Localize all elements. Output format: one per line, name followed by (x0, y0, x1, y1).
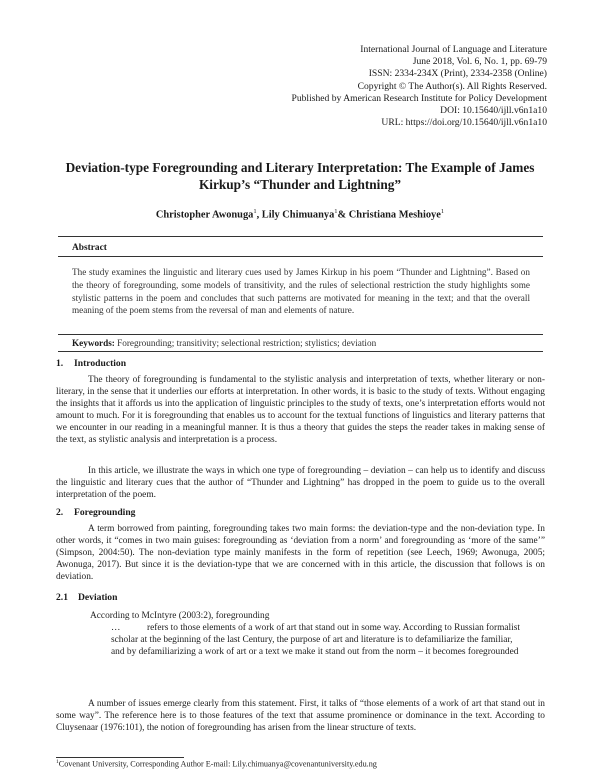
section-1-paragraph-1-text: The theory of foregrounding is fundamental to the stylistic analysis and interpretation of texts, whether literary or non-literary, in the sense that it underlies our efforts at interpretation. In other words, it is basic to the study of texts. Without engaging the insights that it affords us into the application of linguistic principles to the study of texts, one’s interpretation efforts would not amount to much. For it is foregrounding that enables us to account for the textual functions of linguistics and literary patterns that we encounter in our reading in a meaningful manner. It is thus a theory that guides the steps the reader takes in making sense of the text, as stylistic analysis and interpretation is a process. (56, 375, 545, 445)
author-2: , Lily Chimuanya (256, 209, 335, 221)
abstract-body: The study examines the linguistic and literary cues used by James Kirkup in his poem “Thunder and Lightning”. Based on the theory of foregrounding, some models of transitivity, and the rules of selectional restriction the study highlights some stylistic patterns in the poem and concludes that such patterns are motivated for meaning in the text; and that the overall meaning of the poem stems from the reversal of man and elements of nature. (72, 267, 530, 316)
section-1-paragraph-1 (56, 375, 545, 446)
section-2-1-paragraph-1-text: A number of issues emerge clearly from this statement. First, it talks of “those elements of a work of art that stand out in some way”. The reference here is to those features of the text that assume prominence or dominance in the text. According to Cluysenaar (1976:101), the notion of foregrounding has arisen from the linear structure of texts. (56, 699, 545, 733)
title-line-1: Deviation-type Foregrounding and Literary Interpretation: The Example of James (65, 160, 535, 175)
doi-line: DOI: 10.15640/ijll.v6n1a10 (440, 105, 547, 117)
section-2-number: 2. (56, 507, 64, 518)
quote-intro: According to McIntyre (2003:2), foregrounding (90, 611, 270, 621)
author-1: Christopher Awonuga (155, 209, 254, 221)
footnote-text: Covenant University, Corresponding Author E-mail: Lily.chimuanya@covenantuniversity.edu.ng (58, 759, 377, 769)
section-2-1-paragraph-1 (56, 699, 545, 735)
author-3-affiliation: 1 (440, 208, 445, 215)
author-1-affiliation: 1 (253, 208, 257, 215)
quote-body (90, 622, 521, 658)
abstract-top-rule (58, 236, 543, 237)
section-2-1-heading (56, 592, 117, 603)
paper-title (60, 159, 540, 193)
keywords-label: Keywords: (72, 338, 115, 348)
section-2-paragraph-1 (56, 524, 545, 584)
abstract-heading: Abstract (72, 243, 107, 253)
publisher-line: Published by American Research Institute for Policy Development (291, 92, 547, 104)
keywords-list: Foregrounding; transitivity; selectional restriction; stylistics; deviation (114, 338, 377, 348)
section-1-heading (56, 358, 126, 369)
journal-issue: June 2018, Vol. 6, No. 1, pp. 69-79 (412, 56, 547, 68)
footnote-rule (56, 757, 184, 758)
quote-ellipsis: … (111, 623, 121, 633)
section-1-paragraph-2 (56, 466, 545, 502)
author-3: & Christiana Meshioye (337, 209, 441, 221)
title-line-2: Kirkup’s “Thunder and Lightning” (198, 177, 402, 192)
journal-header (247, 44, 547, 129)
section-2-title: Foregrounding (74, 507, 136, 518)
section-1-paragraph-2-text: In this article, we illustrate the ways in which one type of foregrounding – deviation – can help us to identify and discuss the linguistic and literary cues that the author of “Thunder and Lightning” has dropped in the poem to guide us to the overall interpretation of the poem. (56, 466, 545, 500)
author-2-affiliation: 1 (334, 208, 338, 215)
journal-issn: ISSN: 2334-234X (Print), 2334-2358 (Online) (368, 68, 547, 80)
block-quote (90, 610, 543, 658)
author-list (40, 208, 560, 220)
section-1-title: Introduction (74, 358, 127, 369)
keywords (72, 337, 530, 349)
section-2-paragraph-1-text: A term borrowed from painting, foregrounding takes two main forms: the deviation-type and the non-deviation type. In other words, it “comes in two main guises: foregrounding as ‘deviation from a norm’ and foregrounding as ‘more of the same’” (Simpson, 2004:50). The non-deviation type mainly manifests in the form of repetition (see Leech, 1969; Awonuga, 2005; Awonuga, 2017). But since it is the deviation-type that we are concerned with in this article, the discussion that follows is on deviation. (56, 524, 545, 582)
footnote (56, 759, 377, 769)
abstract-bottom-rule (58, 334, 543, 335)
copyright-line: Copyright © The Author(s). All Rights Reserved. (357, 80, 547, 92)
section-2-1-number: 2.1 (56, 592, 68, 603)
url-link[interactable]: URL: https://doi.org/10.15640/ijll.v6n1a10 (381, 117, 547, 129)
section-1-number: 1. (56, 358, 64, 369)
keywords-bottom-rule (58, 351, 543, 352)
abstract-heading-rule (58, 256, 543, 257)
footnote-marker: 1 (56, 759, 59, 765)
quote-body-text: refers to those elements of a work of art that stand out in some way. According to Russian formalist scholar at the beginning of the last Century, the purpose of art and literature is to defamiliarize the familiar, and by defamiliarizing a work of art or a text we make it stand out from the norm – it becomes foregrounded (111, 623, 521, 657)
journal-name: International Journal of Language and Literature (360, 44, 547, 55)
section-2-1-title: Deviation (78, 592, 118, 603)
section-2-heading (56, 507, 135, 518)
